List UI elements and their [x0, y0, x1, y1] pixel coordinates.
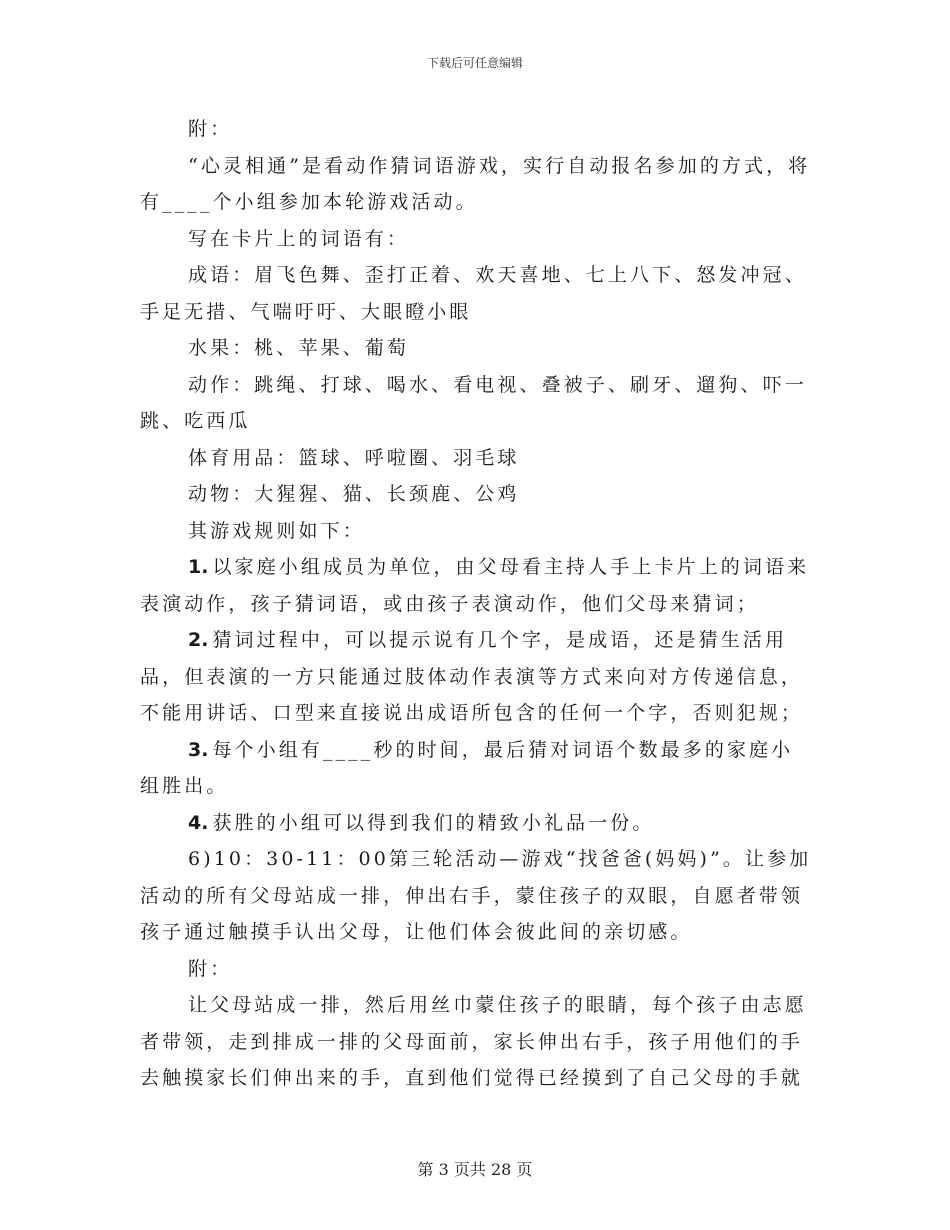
- paragraph-appendix-1: 附：: [188, 118, 233, 140]
- paragraph-animals: 动物：大猩猩、猫、长颈鹿、公鸡: [188, 483, 520, 505]
- rule-text: 每个小组有____秒的时间，最后猜对词语个数最多的家庭小组胜出。: [140, 738, 794, 797]
- rule-number: 2.: [188, 629, 209, 651]
- paragraph-actions: 动作：跳绳、打球、喝水、看电视、叠被子、刷牙、遛狗、吓一跳、吃西瓜: [140, 373, 807, 432]
- paragraph-blindfold: 让父母站成一排，然后用丝巾蒙住孩子的眼睛，每个孩子由志愿者带领，走到排成一排的父母面前，家长伸出右手，孩子用他们的手去触摸家长们伸出来的手，直到他们觉得已经摸到了自己父母的手就: [140, 994, 807, 1089]
- rule-number: 1.: [188, 556, 209, 578]
- rule-3: [140, 732, 815, 805]
- paragraph-fruits: 水果：桃、苹果、葡萄: [188, 337, 410, 359]
- rule-2: [140, 622, 815, 732]
- rule-text: 以家庭小组成员为单位，由父母看主持人手上卡片上的词语来表演动作，孩子猜词语，或由孩子表演动作，他们父母来猜词；: [140, 556, 810, 615]
- document-body: [140, 111, 815, 1097]
- paragraph-card-words: 写在卡片上的词语有：: [188, 227, 410, 250]
- rule-number: 4.: [188, 811, 209, 834]
- page-footer: 第 3 页共 28 页: [417, 1160, 533, 1179]
- paragraph-third-round: 6)10：30-11：00第三轮活动—游戏“找爸爸(妈妈)”。让参加活动的所有父母站成一排，伸出右手，蒙住孩子的双眼，自愿者带领孩子通过触摸手认出父母，让他们体会彼此间的亲切感。: [140, 848, 812, 943]
- paragraph-idioms: 成语：眉飞色舞、歪打正着、欢天喜地、七上八下、怒发冲冠、手足无措、气喘吁吁、大眼瞪小眼: [140, 264, 807, 323]
- rule-4: [140, 805, 815, 842]
- paragraph-rules-heading: 其游戏规则如下：: [188, 519, 365, 542]
- paragraph-game-intro: “心灵相通”是看动作猜词语游戏，实行自动报名参加的方式，将有____个小组参加本轮游戏活动。: [140, 154, 811, 213]
- paragraph-sports: 体育用品：篮球、呼啦圈、羽毛球: [188, 446, 520, 469]
- page-header: 下载后可任意编辑: [426, 56, 523, 70]
- rule-text: 猜词过程中，可以提示说有几个字，是成语，还是猜生活用品，但表演的一方只能通过肢体动作表演等方式来向对方传递信息，不能用讲话、口型来直接说出成语所包含的任何一个字，否则犯规；: [140, 629, 804, 724]
- rule-1: [140, 549, 815, 622]
- paragraph-appendix-2: 附：: [188, 957, 233, 980]
- rule-text: 获胜的小组可以得到我们的精致小礼品一份。: [212, 811, 655, 834]
- rule-number: 3.: [188, 738, 209, 761]
